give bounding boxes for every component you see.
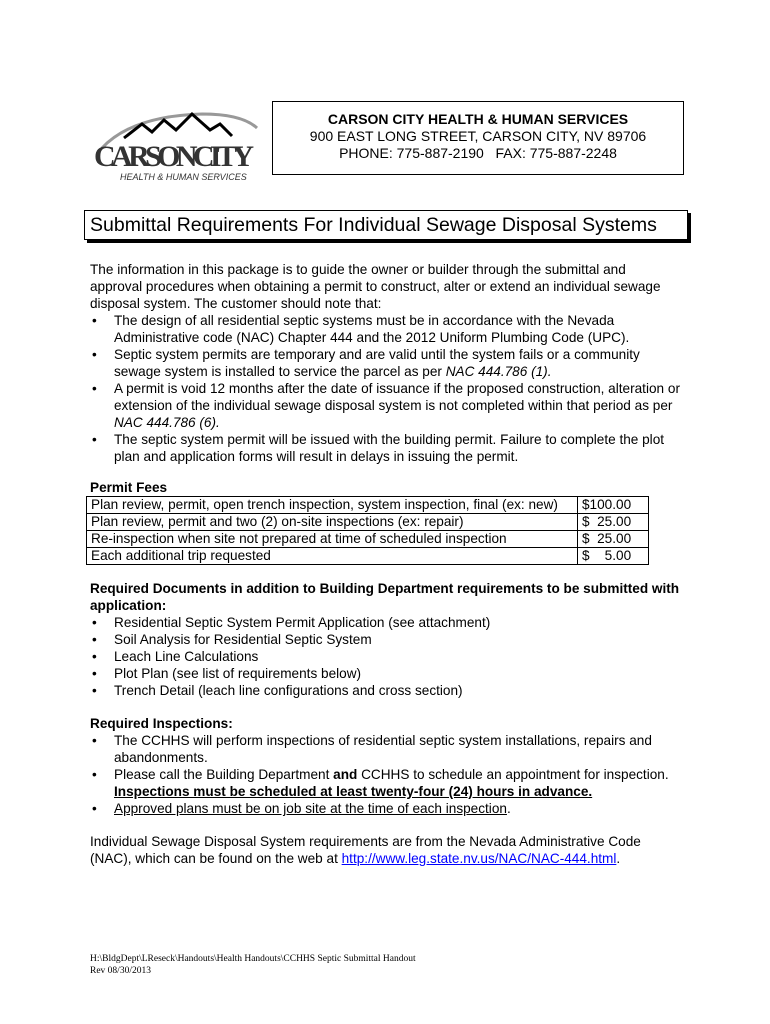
org-name: CARSON CITY HEALTH & HUMAN SERVICES (327, 111, 629, 127)
table-row: Plan review, permit and two (2) on-site inspections (ex: repair) $ 25.00 (87, 514, 649, 531)
svg-text:CARSONCITY: CARSONCITY (94, 140, 254, 173)
file-path: H:\BldgDept\LReseck\Handouts\Health Handouts\CCHHS Septic Submittal Handout (90, 954, 416, 964)
list-item: • Please call the Building Department and CCHHS to schedule an appointment for inspection. Inspections must be scheduled at least twenty-four (24) hours in advance. (90, 766, 680, 800)
carson-city-logo (92, 108, 262, 186)
table-row: Each additional trip requested $ 5.00 (87, 548, 649, 565)
intro-bullet: • The design of all residential septic systems must be in accordance with the Nevada Administrative code (NAC) Chapter 444 and the 2012 Uniform Plumbing Code (UPC). (90, 312, 680, 346)
list-item: • Soil Analysis for Residential Septic System (90, 631, 680, 648)
intro-section (90, 261, 680, 465)
org-phone-fax: PHONE: 775-887-2190 FAX: 775-887-2248 (339, 145, 617, 161)
revision-date: Rev 08/30/2013 (90, 966, 151, 976)
list-item: • Residential Septic System Permit Application (see attachment) (90, 614, 680, 631)
documents-heading: Required Documents in addition to Building Department requirements to be submitted with application: (90, 581, 680, 613)
org-address: 900 EAST LONG STREET, CARSON CITY, NV 89706 (309, 128, 647, 144)
list-item: • Leach Line Calculations (90, 648, 680, 665)
header-box (272, 101, 684, 175)
permit-fees-section (90, 479, 680, 565)
footer (90, 953, 416, 977)
inspections-section (90, 715, 680, 817)
permit-fees-heading: Permit Fees (90, 480, 168, 495)
intro-bullet: • Septic system permits are temporary and are valid until the system fails or a community sewage system is installed to service the parcel as per NAC 444.786 (1). (90, 346, 680, 380)
closing-paragraph: Individual Sewage Disposal System requirements are from the Nevada Administrative Code (NAC), which can be found on the web at http://www.leg.state.nv.us/NAC/NAC-444.html. (90, 834, 641, 866)
inspections-heading: Required Inspections: (90, 716, 233, 731)
intro-text: The information in this package is to guide the owner or builder through the submittal and approval procedures when obtaining a permit to construct, alter or extend an individual sewage disposal system. The customer should note that: (90, 262, 661, 311)
intro-bullet: • A permit is void 12 months after the date of issuance if the proposed construction, alteration or extension of the individual sewage disposal system is not completed within that period as per NAC 444.786 (6). (90, 380, 680, 431)
page-title: Submittal Requirements For Individual Sewage Disposal Systems (84, 210, 688, 240)
list-item: • Trench Detail (leach line configurations and cross section) (90, 682, 680, 699)
table-row: Re-inspection when site not prepared at time of scheduled inspection $ 25.00 (87, 531, 649, 548)
nac-link[interactable]: http://www.leg.state.nv.us/NAC/NAC-444.html (341, 851, 617, 866)
intro-bullet: • The septic system permit will be issued with the building permit. Failure to complete the plot plan and application forms will result in delays in issuing the permit. (90, 431, 680, 465)
svg-text:HEALTH & HUMAN SERVICES: HEALTH & HUMAN SERVICES (120, 172, 247, 182)
list-item: • The CCHHS will perform inspections of residential septic system installations, repairs and abandonments. (90, 732, 680, 766)
list-item: • Approved plans must be on job site at the time of each inspection. (90, 800, 680, 817)
table-row: Plan review, permit, open trench inspection, system inspection, final (ex: new) $100.00 (87, 497, 649, 514)
list-item: • Plot Plan (see list of requirements below) (90, 665, 680, 682)
fees-table (86, 496, 649, 565)
documents-section (90, 580, 680, 699)
